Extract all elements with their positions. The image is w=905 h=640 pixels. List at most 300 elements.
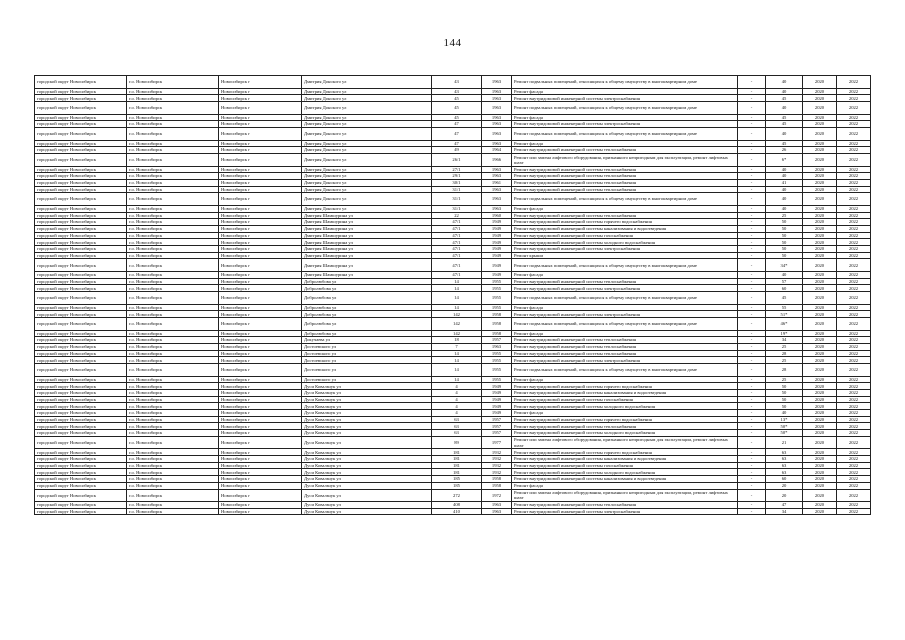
end-year-cell: 2022 <box>837 212 871 219</box>
dash-cell: - <box>738 285 766 292</box>
street-cell: Достоевского ул <box>302 343 432 350</box>
locality-cell: Новосибирск г <box>219 212 302 219</box>
build-year-cell: 1960 <box>482 212 512 219</box>
amount-cell: 28 <box>766 350 803 357</box>
table-row <box>35 317 871 330</box>
house-number-cell: 14 <box>432 376 482 383</box>
dash-cell: - <box>738 225 766 232</box>
street-cell: Дуси Ковальчук ул <box>302 423 432 430</box>
district-cell: городской округ Новосибирск <box>35 232 127 239</box>
district-cell: городской округ Новосибирск <box>35 259 127 272</box>
street-cell: Дуси Ковальчук ул <box>302 508 432 515</box>
end-year-cell: 2022 <box>837 357 871 364</box>
amount-cell: 55 <box>766 304 803 311</box>
municipality-cell: г.о. Новосибирск <box>127 343 219 350</box>
end-year-cell: 2022 <box>837 423 871 430</box>
locality-cell: Новосибирск г <box>219 166 302 173</box>
end-year-cell: 2022 <box>837 239 871 246</box>
house-number-cell: 47/1 <box>432 252 482 259</box>
work-type-cell: Ремонт внутридомовой инженерной системы электроснабжения <box>512 508 738 515</box>
street-cell: Дуси Ковальчук ул <box>302 436 432 449</box>
start-year-cell: 2020 <box>803 304 837 311</box>
amount-cell: 57 <box>766 278 803 285</box>
table-row <box>35 271 871 278</box>
table-row <box>35 469 871 476</box>
house-number-cell: 47 <box>432 140 482 147</box>
municipality-cell: г.о. Новосибирск <box>127 193 219 206</box>
amount-cell: 40 <box>766 205 803 212</box>
work-type-cell: Ремонт внутридомовой инженерной системы горячего водоснабжения <box>512 219 738 226</box>
street-cell: Дуси Ковальчук ул <box>302 502 432 509</box>
dash-cell: - <box>738 239 766 246</box>
municipality-cell: г.о. Новосибирск <box>127 383 219 390</box>
dash-cell: - <box>738 403 766 410</box>
table-row <box>35 489 871 502</box>
house-number-cell: 181 <box>432 462 482 469</box>
table-row <box>35 140 871 147</box>
table-row <box>35 343 871 350</box>
street-cell: Дмитрия Донского ул <box>302 101 432 114</box>
municipality-cell: г.о. Новосибирск <box>127 179 219 186</box>
district-cell: городской округ Новосибирск <box>35 271 127 278</box>
district-cell: городской округ Новосибирск <box>35 76 127 89</box>
locality-cell: Новосибирск г <box>219 383 302 390</box>
work-type-cell: Ремонт или замена лифтового оборудования, признанного непригодным для эксплуатации, ремонт лифтовых шахт <box>512 436 738 449</box>
municipality-cell: г.о. Новосибирск <box>127 430 219 437</box>
locality-cell: Новосибирск г <box>219 147 302 154</box>
end-year-cell: 2022 <box>837 278 871 285</box>
house-number-cell: 89 <box>432 436 482 449</box>
amount-cell: 50 <box>766 396 803 403</box>
district-cell: городской округ Новосибирск <box>35 292 127 305</box>
street-cell: Дуси Ковальчук ул <box>302 469 432 476</box>
municipality-cell: г.о. Новосибирск <box>127 416 219 423</box>
municipality-cell: г.о. Новосибирск <box>127 292 219 305</box>
amount-cell: 13* <box>766 416 803 423</box>
dash-cell: - <box>738 430 766 437</box>
municipality-cell: г.о. Новосибирск <box>127 396 219 403</box>
house-number-cell: 14 <box>432 285 482 292</box>
build-year-cell: 1963 <box>482 121 512 128</box>
street-cell: Дуси Ковальчук ул <box>302 403 432 410</box>
end-year-cell: 2022 <box>837 127 871 140</box>
start-year-cell: 2020 <box>803 403 837 410</box>
municipality-cell: г.о. Новосибирск <box>127 232 219 239</box>
municipality-cell: г.о. Новосибирск <box>127 357 219 364</box>
table-row <box>35 396 871 403</box>
table-row <box>35 225 871 232</box>
table-row <box>35 173 871 180</box>
amount-cell: 50 <box>766 219 803 226</box>
start-year-cell: 2020 <box>803 462 837 469</box>
build-year-cell: 1963 <box>482 166 512 173</box>
end-year-cell: 2022 <box>837 193 871 206</box>
dash-cell: - <box>738 396 766 403</box>
dash-cell: - <box>738 219 766 226</box>
municipality-cell: г.о. Новосибирск <box>127 449 219 456</box>
amount-cell: 25 <box>766 343 803 350</box>
municipality-cell: г.о. Новосибирск <box>127 219 219 226</box>
table-row <box>35 508 871 515</box>
municipality-cell: г.о. Новосибирск <box>127 502 219 509</box>
municipality-cell: г.о. Новосибирск <box>127 121 219 128</box>
end-year-cell: 2022 <box>837 482 871 489</box>
build-year-cell: 1963 <box>482 101 512 114</box>
amount-cell: 21 <box>766 436 803 449</box>
start-year-cell: 2020 <box>803 252 837 259</box>
work-type-cell: Ремонт внутридомовой инженерной системы холодного водоснабжения <box>512 239 738 246</box>
work-type-cell: Ремонт подвальных помещений, относящихся к общему имуществу в многоквартирном доме <box>512 127 738 140</box>
dash-cell: - <box>738 147 766 154</box>
locality-cell: Новосибирск г <box>219 476 302 483</box>
dash-cell: - <box>738 343 766 350</box>
work-type-cell: Ремонт внутридомовой инженерной системы теплоснабжения <box>512 166 738 173</box>
street-cell: Дмитрия Донского ул <box>302 193 432 206</box>
locality-cell: Новосибирск г <box>219 271 302 278</box>
locality-cell: Новосибирск г <box>219 430 302 437</box>
end-year-cell: 2022 <box>837 292 871 305</box>
build-year-cell: 1963 <box>482 193 512 206</box>
end-year-cell: 2022 <box>837 330 871 337</box>
street-cell: Добролюбова ул <box>302 285 432 292</box>
municipality-cell: г.о. Новосибирск <box>127 456 219 463</box>
district-cell: городской округ Новосибирск <box>35 436 127 449</box>
house-number-cell: 31/1 <box>432 186 482 193</box>
start-year-cell: 2020 <box>803 278 837 285</box>
district-cell: городской округ Новосибирск <box>35 239 127 246</box>
end-year-cell: 2022 <box>837 403 871 410</box>
table-row <box>35 95 871 102</box>
locality-cell: Новосибирск г <box>219 396 302 403</box>
locality-cell: Новосибирск г <box>219 140 302 147</box>
district-cell: городской округ Новосибирск <box>35 343 127 350</box>
build-year-cell: 1963 <box>482 76 512 89</box>
district-cell: городской округ Новосибирск <box>35 140 127 147</box>
district-cell: городской округ Новосибирск <box>35 396 127 403</box>
municipality-cell: г.о. Новосибирск <box>127 225 219 232</box>
table-row <box>35 350 871 357</box>
district-cell: городской округ Новосибирск <box>35 508 127 515</box>
municipality-cell: г.о. Новосибирск <box>127 76 219 89</box>
locality-cell: Новосибирск г <box>219 153 302 166</box>
start-year-cell: 2020 <box>803 285 837 292</box>
amount-cell: 63 <box>766 449 803 456</box>
street-cell: Дмитрия Донского ул <box>302 179 432 186</box>
municipality-cell: г.о. Новосибирск <box>127 410 219 417</box>
district-cell: городской округ Новосибирск <box>35 311 127 318</box>
table-row <box>35 179 871 186</box>
amount-cell: 47 <box>766 502 803 509</box>
work-type-cell: Ремонт внутридомовой инженерной системы канализования и водоотведения <box>512 389 738 396</box>
table-row <box>35 423 871 430</box>
table-row <box>35 403 871 410</box>
district-cell: городской округ Новосибирск <box>35 389 127 396</box>
house-number-cell: 410 <box>432 508 482 515</box>
end-year-cell: 2022 <box>837 140 871 147</box>
municipality-cell: г.о. Новосибирск <box>127 350 219 357</box>
work-type-cell: Ремонт внутридомовой инженерной системы теплоснабжения <box>512 179 738 186</box>
start-year-cell: 2020 <box>803 456 837 463</box>
municipality-cell: г.о. Новосибирск <box>127 239 219 246</box>
table-row <box>35 153 871 166</box>
work-type-cell: Ремонт внутридомовой инженерной системы холодного водоснабжения <box>512 430 738 437</box>
house-number-cell: 63 <box>432 423 482 430</box>
amount-cell: 45 <box>766 140 803 147</box>
locality-cell: Новосибирск г <box>219 114 302 121</box>
build-year-cell: 1955 <box>482 376 512 383</box>
dash-cell: - <box>738 462 766 469</box>
amount-cell: 25 <box>766 212 803 219</box>
end-year-cell: 2022 <box>837 462 871 469</box>
start-year-cell: 2020 <box>803 271 837 278</box>
start-year-cell: 2020 <box>803 337 837 344</box>
street-cell: Дуси Ковальчук ул <box>302 489 432 502</box>
end-year-cell: 2022 <box>837 410 871 417</box>
locality-cell: Новосибирск г <box>219 186 302 193</box>
build-year-cell: 1958 <box>482 317 512 330</box>
amount-cell: 45 <box>766 114 803 121</box>
municipality-cell: г.о. Новосибирск <box>127 304 219 311</box>
street-cell: Дуси Ковальчук ул <box>302 462 432 469</box>
work-type-cell: Ремонт внутридомовой инженерной системы канализования и водоотведения <box>512 225 738 232</box>
street-cell: Дуси Ковальчук ул <box>302 476 432 483</box>
work-type-cell: Ремонт или замена лифтового оборудования, признанного непригодным для эксплуатации, ремонт лифтовых шахт <box>512 489 738 502</box>
work-type-cell: Ремонт внутридомовой инженерной системы теплоснабжения <box>512 343 738 350</box>
municipality-cell: г.о. Новосибирск <box>127 317 219 330</box>
work-type-cell: Ремонт внутридомовой инженерной системы электроснабжения <box>512 245 738 252</box>
work-type-cell: Ремонт фасада <box>512 114 738 121</box>
end-year-cell: 2022 <box>837 343 871 350</box>
work-type-cell: Ремонт внутридомовой инженерной системы газоснабжения <box>512 462 738 469</box>
table-row <box>35 292 871 305</box>
build-year-cell: 1949 <box>482 383 512 390</box>
table-row <box>35 502 871 509</box>
build-year-cell: 1958 <box>482 482 512 489</box>
build-year-cell: 1957 <box>482 337 512 344</box>
district-cell: городской округ Новосибирск <box>35 502 127 509</box>
dash-cell: - <box>738 153 766 166</box>
work-type-cell: Ремонт внутридомовой инженерной системы канализования и водоотведения <box>512 476 738 483</box>
end-year-cell: 2022 <box>837 166 871 173</box>
table-row <box>35 482 871 489</box>
start-year-cell: 2020 <box>803 430 837 437</box>
end-year-cell: 2022 <box>837 252 871 259</box>
district-cell: городской округ Новосибирск <box>35 252 127 259</box>
street-cell: Дмитрия Донского ул <box>302 114 432 121</box>
street-cell: Дмитрия Донского ул <box>302 166 432 173</box>
start-year-cell: 2020 <box>803 350 837 357</box>
end-year-cell: 2022 <box>837 489 871 502</box>
amount-cell: 50 <box>766 252 803 259</box>
page-number: 144 <box>443 37 462 49</box>
start-year-cell: 2020 <box>803 476 837 483</box>
locality-cell: Новосибирск г <box>219 482 302 489</box>
district-cell: городской округ Новосибирск <box>35 304 127 311</box>
dash-cell: - <box>738 416 766 423</box>
end-year-cell: 2022 <box>837 416 871 423</box>
start-year-cell: 2020 <box>803 166 837 173</box>
street-cell: Дуси Ковальчук ул <box>302 430 432 437</box>
end-year-cell: 2022 <box>837 88 871 95</box>
start-year-cell: 2020 <box>803 186 837 193</box>
repair-schedule-table <box>34 75 871 515</box>
street-cell: Дмитрия Шамшурина ул <box>302 225 432 232</box>
district-cell: городской округ Новосибирск <box>35 476 127 483</box>
work-type-cell: Ремонт фасада <box>512 205 738 212</box>
district-cell: городской округ Новосибирск <box>35 186 127 193</box>
table-row <box>35 337 871 344</box>
district-cell: городской округ Новосибирск <box>35 219 127 226</box>
build-year-cell: 1963 <box>482 127 512 140</box>
start-year-cell: 2020 <box>803 140 837 147</box>
start-year-cell: 2020 <box>803 508 837 515</box>
work-type-cell: Ремонт фасада <box>512 304 738 311</box>
table-row <box>35 383 871 390</box>
house-number-cell: 22 <box>432 212 482 219</box>
table-row <box>35 121 871 128</box>
street-cell: Дмитрия Донского ул <box>302 121 432 128</box>
street-cell: Дмитрия Шамшурина ул <box>302 239 432 246</box>
start-year-cell: 2020 <box>803 389 837 396</box>
locality-cell: Новосибирск г <box>219 456 302 463</box>
work-type-cell: Ремонт внутридомовой инженерной системы электроснабжения <box>512 285 738 292</box>
amount-cell: 60 <box>766 476 803 483</box>
start-year-cell: 2020 <box>803 259 837 272</box>
table-row <box>35 462 871 469</box>
locality-cell: Новосибирск г <box>219 76 302 89</box>
dash-cell: - <box>738 252 766 259</box>
build-year-cell: 1963 <box>482 186 512 193</box>
build-year-cell: 1949 <box>482 389 512 396</box>
district-cell: городской округ Новосибирск <box>35 205 127 212</box>
end-year-cell: 2022 <box>837 219 871 226</box>
start-year-cell: 2020 <box>803 410 837 417</box>
amount-cell: 40 <box>766 127 803 140</box>
start-year-cell: 2020 <box>803 469 837 476</box>
work-type-cell: Ремонт внутридомовой инженерной системы теплоснабжения <box>512 423 738 430</box>
dash-cell: - <box>738 330 766 337</box>
street-cell: Дуси Ковальчук ул <box>302 449 432 456</box>
build-year-cell: 1958 <box>482 330 512 337</box>
work-type-cell: Ремонт фасада <box>512 88 738 95</box>
work-type-cell: Ремонт фасада <box>512 140 738 147</box>
municipality-cell: г.о. Новосибирск <box>127 364 219 377</box>
municipality-cell: г.о. Новосибирск <box>127 285 219 292</box>
locality-cell: Новосибирск г <box>219 232 302 239</box>
start-year-cell: 2020 <box>803 436 837 449</box>
amount-cell: 40 <box>766 271 803 278</box>
build-year-cell: 1932 <box>482 456 512 463</box>
work-type-cell: Ремонт внутридомовой инженерной системы электроснабжения <box>512 357 738 364</box>
municipality-cell: г.о. Новосибирск <box>127 278 219 285</box>
dash-cell: - <box>738 449 766 456</box>
table-row <box>35 285 871 292</box>
locality-cell: Новосибирск г <box>219 193 302 206</box>
amount-cell: 50 <box>766 389 803 396</box>
municipality-cell: г.о. Новосибирск <box>127 271 219 278</box>
street-cell: Добролюбова ул <box>302 317 432 330</box>
amount-cell: 45 <box>766 121 803 128</box>
municipality-cell: г.о. Новосибирск <box>127 259 219 272</box>
work-type-cell: Ремонт подвальных помещений, относящихся к общему имуществу в многоквартирном доме <box>512 292 738 305</box>
work-type-cell: Ремонт подвальных помещений, относящихся к общему имуществу в многоквартирном доме <box>512 317 738 330</box>
house-number-cell: 27/1 <box>432 166 482 173</box>
table-row <box>35 245 871 252</box>
start-year-cell: 2020 <box>803 225 837 232</box>
start-year-cell: 2020 <box>803 173 837 180</box>
dash-cell: - <box>738 383 766 390</box>
locality-cell: Новосибирск г <box>219 376 302 383</box>
table-row <box>35 456 871 463</box>
build-year-cell: 1949 <box>482 259 512 272</box>
work-type-cell: Ремонт фасада <box>512 271 738 278</box>
amount-cell: 40 <box>766 76 803 89</box>
locality-cell: Новосибирск г <box>219 304 302 311</box>
start-year-cell: 2020 <box>803 317 837 330</box>
district-cell: городской округ Новосибирск <box>35 423 127 430</box>
street-cell: Дуси Ковальчук ул <box>302 482 432 489</box>
table-row <box>35 147 871 154</box>
district-cell: городской округ Новосибирск <box>35 449 127 456</box>
district-cell: городской округ Новосибирск <box>35 410 127 417</box>
table-row <box>35 239 871 246</box>
street-cell: Дмитрия Донского ул <box>302 140 432 147</box>
house-number-cell: 47/1 <box>432 259 482 272</box>
district-cell: городской округ Новосибирск <box>35 357 127 364</box>
dash-cell: - <box>738 436 766 449</box>
district-cell: городской округ Новосибирск <box>35 166 127 173</box>
work-type-cell: Ремонт внутридомовой инженерной системы электроснабжения <box>512 121 738 128</box>
build-year-cell: 1932 <box>482 449 512 456</box>
dash-cell: - <box>738 232 766 239</box>
amount-cell: 50 <box>766 245 803 252</box>
house-number-cell: 47/1 <box>432 239 482 246</box>
start-year-cell: 2020 <box>803 383 837 390</box>
table-row <box>35 436 871 449</box>
locality-cell: Новосибирск г <box>219 410 302 417</box>
table-body <box>35 76 871 515</box>
municipality-cell: г.о. Новосибирск <box>127 423 219 430</box>
house-number-cell: 14 <box>432 357 482 364</box>
amount-cell: 26 <box>766 147 803 154</box>
end-year-cell: 2022 <box>837 186 871 193</box>
district-cell: городской округ Новосибирск <box>35 245 127 252</box>
end-year-cell: 2022 <box>837 271 871 278</box>
street-cell: Дмитрия Донского ул <box>302 205 432 212</box>
end-year-cell: 2022 <box>837 114 871 121</box>
dash-cell: - <box>738 95 766 102</box>
work-type-cell: Ремонт подвальных помещений, относящихся к общему имуществу в многоквартирном доме <box>512 364 738 377</box>
locality-cell: Новосибирск г <box>219 357 302 364</box>
locality-cell: Новосибирск г <box>219 278 302 285</box>
table-row <box>35 330 871 337</box>
district-cell: городской округ Новосибирск <box>35 376 127 383</box>
district-cell: городской округ Новосибирск <box>35 173 127 180</box>
dash-cell: - <box>738 508 766 515</box>
start-year-cell: 2020 <box>803 179 837 186</box>
house-number-cell: 47/1 <box>432 271 482 278</box>
start-year-cell: 2020 <box>803 114 837 121</box>
dash-cell: - <box>738 205 766 212</box>
dash-cell: - <box>738 186 766 193</box>
street-cell: Дуси Ковальчук ул <box>302 410 432 417</box>
dash-cell: - <box>738 212 766 219</box>
locality-cell: Новосибирск г <box>219 252 302 259</box>
work-type-cell: Ремонт внутридомовой инженерной системы электроснабжения <box>512 311 738 318</box>
build-year-cell: 1955 <box>482 285 512 292</box>
municipality-cell: г.о. Новосибирск <box>127 153 219 166</box>
amount-cell: 28 <box>766 364 803 377</box>
